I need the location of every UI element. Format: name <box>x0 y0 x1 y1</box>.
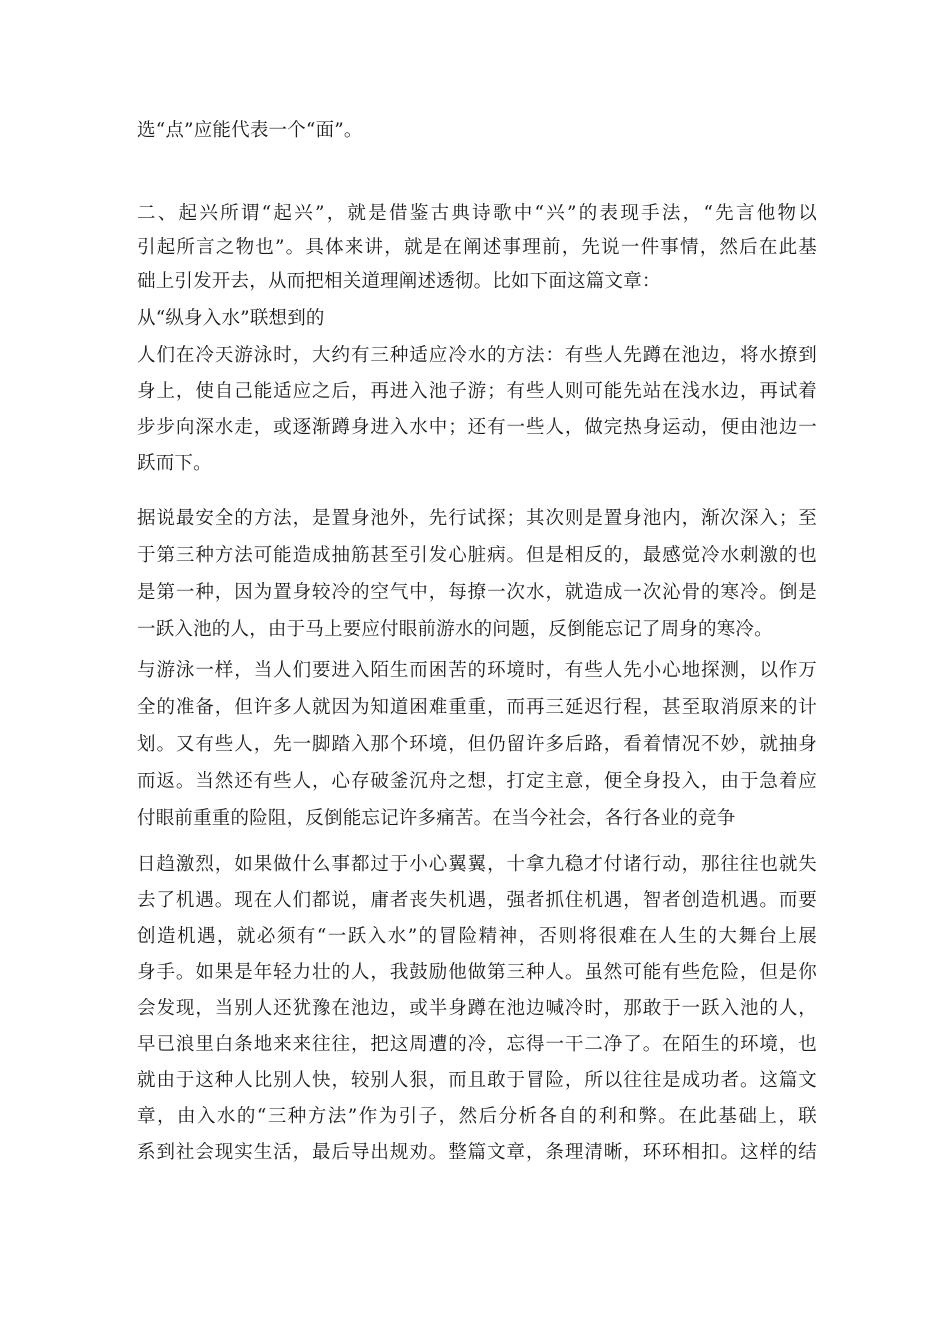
text-line: 人们在冷天游泳时，大约有三种适应冷水的方法：有些人先蹲在池边，将水撩到 <box>137 345 817 366</box>
text-line: 于第三种方法可能造成抽筋甚至引发心脏病。但是相反的，最感觉冷水刺激的也 <box>137 545 817 566</box>
text-line: 系到社会现实生活，最后导出规劝。整篇文章，条理清晰，环环相扣。这样的结 <box>137 1142 817 1163</box>
text-line: 跃而下。 <box>137 453 212 474</box>
text-line: 选“点”应能代表一个“面”。 <box>137 120 363 141</box>
article-title: 从“纵身入水”联想到的 <box>137 308 325 329</box>
text-line: 去了机遇。现在人们都说，庸者丧失机遇，强者抓住机遇，智者创造机遇。而要 <box>137 890 817 911</box>
text-line: 划。又有些人，先一脚踏入那个环境，但仍留许多后路，看着情况不妙，就抽身 <box>137 734 817 755</box>
text-line: 付眼前重重的险阻，反倒能忘记许多痛苦。在当今社会，各行各业的竞争 <box>137 808 736 829</box>
text-line: 日趋激烈，如果做什么事都过于小心翼翼，十拿九稳才付诸行动，那往往也就失 <box>137 854 817 875</box>
text-line: 身上，使自己能适应之后，再进入池子游；有些人则可能先站在浅水边，再试着 <box>137 381 817 402</box>
text-line: 早已浪里白条地来来往往，把这周遭的冷，忘得一干二净了。在陌生的环境，也 <box>137 1034 817 1055</box>
text-line: 就由于这种人比别人快，较别人狠，而且敢于冒险，所以往往是成功者。这篇文 <box>137 1070 817 1091</box>
text-line: 而返。当然还有些人，心存破釜沉舟之想，打定主意，便全身投入，由于急着应 <box>137 771 817 792</box>
text-line: 是第一种，因为置身较冷的空气中，每撩一次水，就造成一次沁骨的寒冷。倒是 <box>137 582 817 603</box>
text-line: 步步向深水走，或逐渐蹲身进入水中；还有一些人，做完热身运动，便由池边一 <box>137 417 817 438</box>
text-line: 创造机遇，就必须有“一跃入水”的冒险精神，否则将很难在人生的大舞台上展 <box>137 926 817 947</box>
text-line: 二、起兴所谓“起兴”，就是借鉴古典诗歌中“兴”的表现手法，“先言他物以 <box>137 203 817 224</box>
text-line: 会发现，当别人还犹豫在池边，或半身蹲在池边喊冷时，那敢于一跃入池的人， <box>137 998 817 1019</box>
text-line: 全的准备，但许多人就因为知道困难重重，而再三延迟行程，甚至取消原来的计 <box>137 697 817 718</box>
text-line: 一跃入池的人，由于马上要应付眼前游水的问题，反倒能忘记了周身的寒冷。 <box>137 619 773 640</box>
text-line: 据说最安全的方法，是置身池外，先行试探；其次则是置身池内，渐次深入；至 <box>137 508 817 529</box>
text-line: 础上引发开去，从而把相关道理阐述透彻。比如下面这篇文章： <box>137 271 661 292</box>
text-line: 与游泳一样，当人们要进入陌生而困苦的环境时，有些人先小心地探测，以作万 <box>137 660 817 681</box>
text-line: 引起所言之物也”。具体来讲，就是在阐述事理前，先说一件事情，然后在此基 <box>137 237 817 258</box>
text-line: 身手。如果是年轻力壮的人，我鼓励他做第三种人。虽然可能有些危险，但是你 <box>137 962 817 983</box>
text-line: 章，由入水的“三种方法”作为引子，然后分析各自的利和弊。在此基础上，联 <box>137 1106 817 1127</box>
